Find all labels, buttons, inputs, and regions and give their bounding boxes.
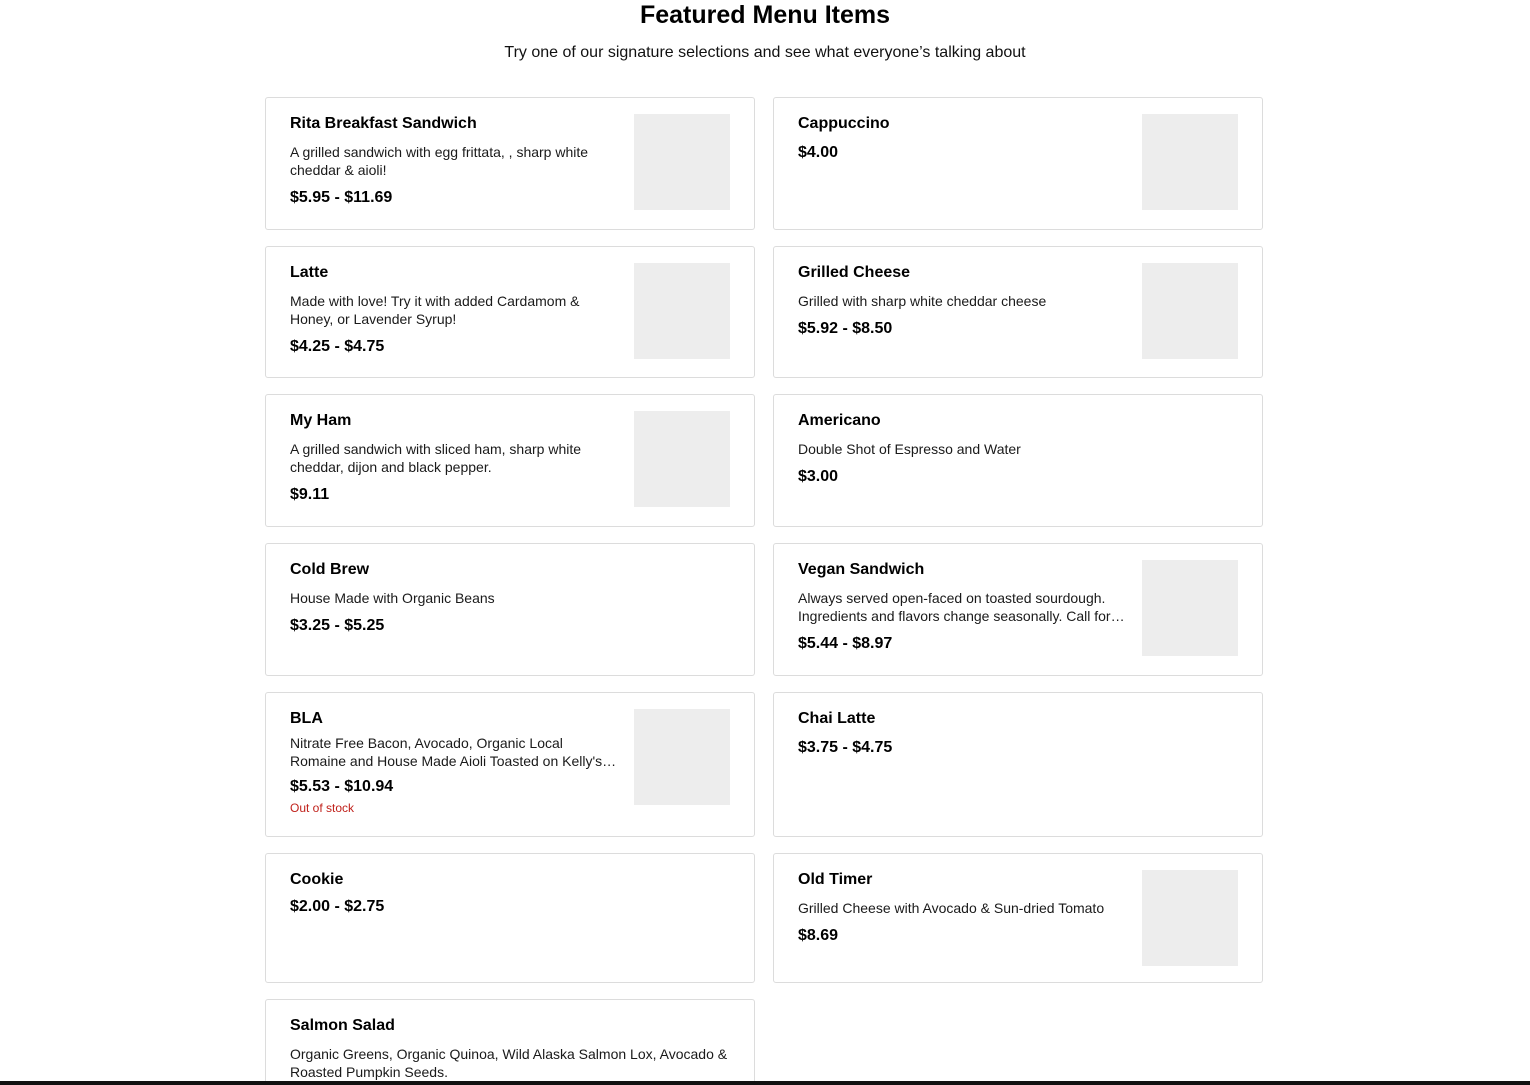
item-image: [634, 411, 730, 507]
menu-item-card[interactable]: [773, 97, 1263, 230]
item-name: Rita Breakfast Sandwich: [290, 115, 477, 132]
item-name: Latte: [290, 264, 329, 281]
item-name: Americano: [798, 412, 881, 429]
item-image: [1142, 870, 1238, 966]
item-name: My Ham: [290, 412, 352, 429]
section-title: Featured Menu Items: [639, 1, 891, 29]
item-name: Cookie: [290, 871, 344, 888]
item-image: [634, 114, 730, 210]
item-description: Grilled Cheese with Avocado & Sun-dried Tomato: [798, 900, 1105, 916]
item-description: Organic Greens, Organic Quinoa, Wild Alaska Salmon Lox, Avocado & Roasted Pumpkin Seeds.: [290, 1046, 728, 1080]
item-price: $8.69: [798, 927, 839, 944]
item-image: [634, 263, 730, 359]
item-price: $2.00 - $2.75: [290, 898, 385, 915]
item-price: $3.75 - $4.75: [798, 739, 893, 756]
item-name: BLA: [290, 710, 323, 727]
item-description: Made with love! Try it with added Cardamom & Honey, or Lavender Syrup!: [290, 293, 580, 327]
item-description: A grilled sandwich with egg frittata, , sharp white cheddar & aioli!: [290, 144, 589, 178]
menu-item-card[interactable]: [773, 853, 1263, 983]
menu-item-card[interactable]: [265, 543, 755, 676]
menu-item-card[interactable]: [265, 692, 755, 837]
item-name: Cold Brew: [290, 561, 370, 578]
menu-item-card[interactable]: [265, 97, 755, 230]
menu-item-card[interactable]: [773, 543, 1263, 676]
item-description: House Made with Organic Beans: [290, 590, 495, 606]
item-name: Grilled Cheese: [798, 264, 911, 281]
item-image: [1142, 560, 1238, 656]
item-image: [1142, 263, 1238, 359]
item-name: Vegan Sandwich: [798, 561, 925, 578]
item-price: $5.92 - $8.50: [798, 320, 893, 337]
item-description: Double Shot of Espresso and Water: [798, 441, 1021, 457]
item-description: Nitrate Free Bacon, Avocado, Organic Local Romaine and House Made Aioli Toasted on Kelly's: [290, 735, 603, 769]
menu-item-card[interactable]: [773, 692, 1263, 837]
item-price: $9.11: [290, 486, 330, 503]
menu-item-card[interactable]: [265, 853, 755, 983]
item-price: $5.95 - $11.69: [290, 189, 393, 206]
menu-item-card[interactable]: [773, 246, 1263, 378]
item-name: Chai Latte: [798, 710, 876, 727]
item-name: Salmon Salad: [290, 1017, 395, 1034]
menu-item-card[interactable]: [265, 246, 755, 378]
section-subtitle: Try one of our signature selections and see what everyone’s talking about: [504, 44, 1026, 61]
item-description: Always served open-faced on toasted sourdough. Ingredients and flavors change seasonally. Call for: [798, 590, 1111, 624]
item-price: $3.00: [798, 468, 839, 485]
menu-item-card[interactable]: [265, 394, 755, 527]
item-description: Grilled with sharp white cheddar cheese: [798, 293, 1047, 309]
item-price: $4.00: [798, 144, 839, 161]
item-image: [1142, 114, 1238, 210]
item-image: [634, 709, 730, 805]
bottom-bar: [0, 1081, 1530, 1085]
item-description: A grilled sandwich with sliced ham, sharp white cheddar, dijon and black pepper.: [290, 441, 582, 475]
menu-item-card[interactable]: [265, 999, 755, 1085]
item-price: $3.25 - $5.25: [290, 617, 385, 634]
item-price: $5.44 - $8.97: [798, 635, 893, 652]
item-price: $4.25 - $4.75: [290, 338, 385, 355]
menu-item-card[interactable]: [773, 394, 1263, 527]
out-of-stock-label: Out of stock: [290, 801, 355, 815]
item-price: $5.53 - $10.94: [290, 778, 394, 795]
item-name: Cappuccino: [798, 115, 890, 132]
item-name: Old Timer: [798, 871, 873, 888]
